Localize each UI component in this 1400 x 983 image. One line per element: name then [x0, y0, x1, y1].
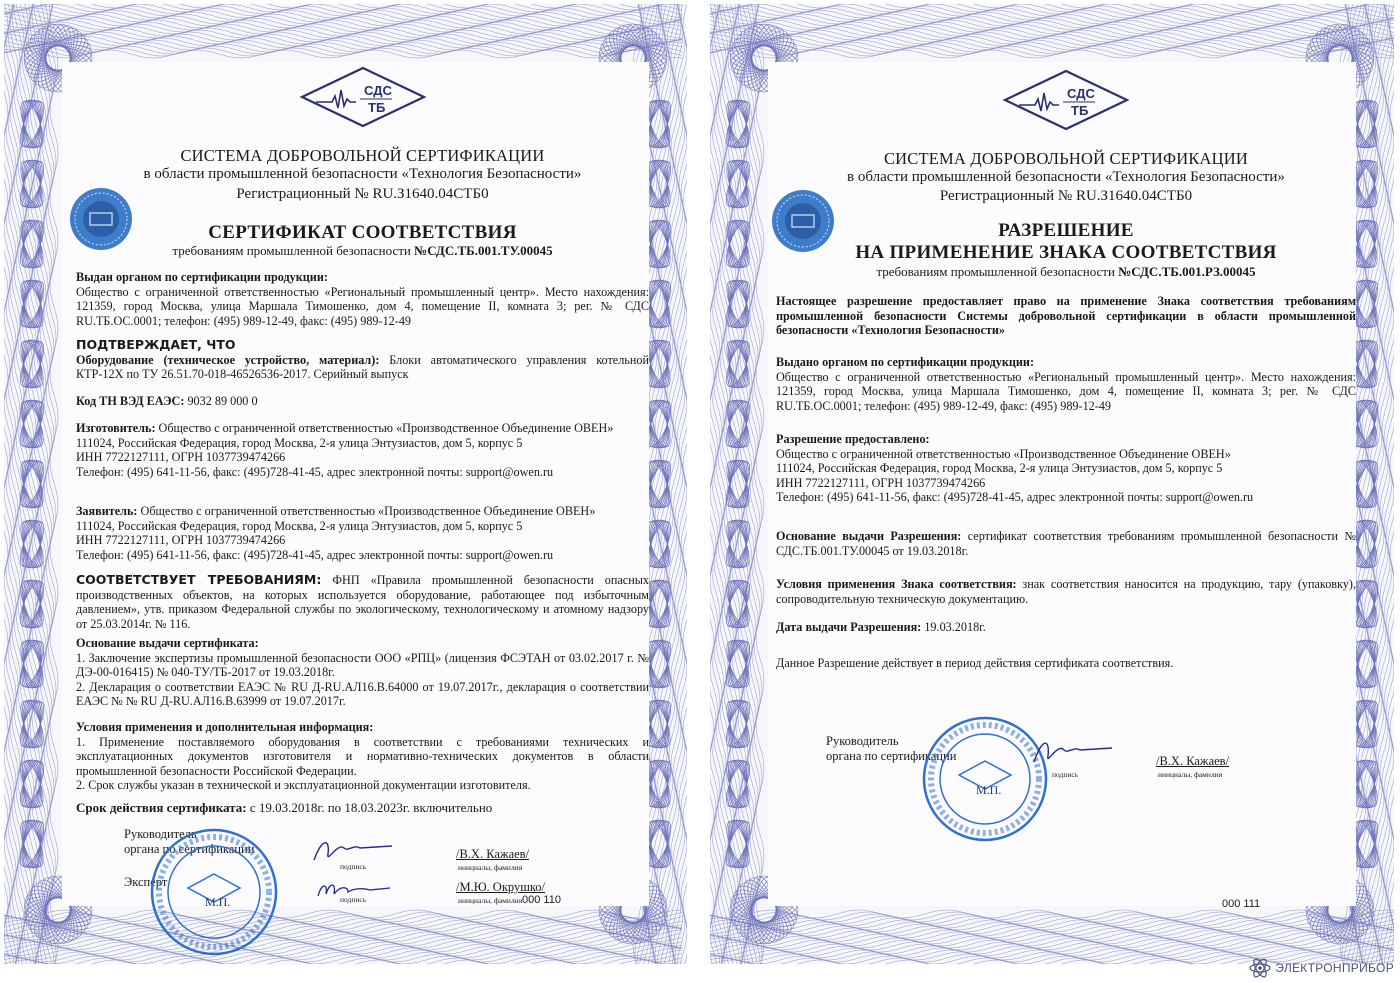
applicant-label: Заявитель: — [76, 504, 138, 518]
issue-date-block — [776, 620, 1356, 635]
logo-line1: СДС — [363, 83, 392, 98]
basis-text: сертификат соответствия требованиям промышленной безопасности № СДС.ТБ.001.ТУ.00045 от 19.03.2018г. — [776, 529, 1356, 558]
brand-name: ЭЛЕКТРОНПРИБОР — [1275, 961, 1394, 975]
stamp-mark: М.П. — [205, 895, 231, 909]
manufacturer-label: Изготовитель: — [76, 421, 156, 435]
applicant-ids: ИНН 7722127111, ОГРН 1037739474266 — [76, 533, 286, 548]
system-name: СИСТЕМА ДОБРОВОЛЬНОЙ СЕРТИФИКАЦИИ — [180, 146, 545, 165]
permission-sheet — [710, 4, 1394, 964]
manufacturer-block — [76, 421, 649, 479]
basis-block — [76, 636, 649, 709]
grantee-ids: ИНН 7722127111, ОГРН 1037739474266 — [776, 475, 986, 490]
grantee-label: Разрешение предоставлено: — [776, 432, 930, 446]
basis-item-1: 1. Заключение экспертизы промышленной безопасности ООО «РПЦ» (лицензия ФСЭТАН от 03.02.2017 г. № ДЭ-00-016415) № 040-ТУ/ТБ-2017 от 19.03.2018г. — [76, 650, 649, 680]
conditions-block — [76, 720, 649, 793]
expert-name-caption: инициалы, фамилия — [458, 896, 523, 905]
basis-label: Основание выдачи Разрешения: — [776, 529, 962, 543]
certificate-sheet — [4, 4, 687, 964]
applicant-name: Общество с ограниченной ответственностью «Производственное Объединение ОВЕН» — [140, 504, 596, 518]
certificate-title: СЕРТИФИКАТ СООТВЕТСТВИЯ — [208, 222, 517, 243]
basis-label: Основание выдачи сертификата: — [76, 636, 259, 650]
grantee-contacts: Телефон: (495) 641-11-56, факс: (495)728-41-45, адрес электронной почты: support@owen.ru — [776, 490, 1254, 505]
head-name: /В.Х. Кажаев/ — [456, 847, 530, 861]
conditions-item-2: 2. Срок службы указан в технической и эксплуатационной документации изготовителя. — [76, 778, 531, 793]
basis-block — [776, 529, 1356, 558]
grantee-name: Общество с ограниченной ответственностью «Производственное Объединение ОВЕН» — [776, 446, 1231, 461]
conditions-item-1: 1. Применение поставляемого оборудования в соответствии с требованиями технических и эксплуатационных документов изготовителя и нормативно-технических документов в области промышленной безопасности Российской Федерации. — [76, 734, 649, 778]
confirms-label: ПОДТВЕРЖДАЕТ, ЧТО — [76, 337, 236, 352]
compliance-block — [76, 573, 649, 631]
head-name: /В.Х. Кажаев/ — [1156, 754, 1230, 768]
intro-block — [776, 294, 1356, 338]
applicant-contacts: Телефон: (495) 641-11-56, факс: (495)728-41-45, адрес электронной почты: support@owen.ru — [76, 547, 554, 562]
conditions-label: Условия применения Знака соответствия: — [776, 577, 1017, 591]
equipment-text: Блоки автоматического управления котельной КТР-12Х по ТУ 26.51.70-018-46526536-2017. Серийный выпуск — [76, 352, 649, 382]
basis-item-2: 2. Декларация о соответствии ЕАЭС № RU Д-RU.АЛ16.В.64000 от 19.07.2017г., декларация о соответствии ЕАЭС № № RU Д-RU.АЛ16.В.63999 от 19.07.2017г. — [76, 679, 649, 709]
code-label: Код ТН ВЭД ЕАЭС: — [76, 394, 185, 408]
head-title-line2: органа по сертификации — [124, 842, 255, 856]
system-domain: в области промышленной безопасности «Технология Безопасности» — [847, 169, 1285, 185]
expert-signature-caption: подпись — [340, 895, 367, 904]
issuer-label: Выдан органом по сертификации продукции: — [76, 270, 328, 284]
manufacturer-ids: ИНН 7722127111, ОГРН 1037739474266 — [76, 450, 286, 465]
intro-text: Настоящее разрешение предоставляет право на применение Знака соответствия требованиям промышленной безопасности Системы добровольной сертификации в области промышленной безопасности «Технология Безопасности» — [776, 294, 1356, 338]
head-signature — [1028, 734, 1118, 768]
certificate-number: №СДС.ТБ.001.ТУ.00045 — [414, 243, 553, 258]
issuer-block — [76, 270, 649, 328]
conditions-block — [776, 577, 1356, 606]
logo-line2: ТБ — [367, 100, 385, 115]
issuer-label: Выдано органом по сертификации продукции: — [776, 355, 1035, 369]
head-title-line1: Руководитель — [124, 827, 197, 841]
manufacturer-name: Общество с ограниченной ответственностью «Производственное Объединение ОВЕН» — [158, 421, 614, 435]
stamp-mark: М.П. — [976, 783, 1002, 797]
issue-date-label: Дата выдачи Разрешения: — [776, 620, 922, 634]
form-serial: 000 110 — [522, 894, 561, 906]
permission-content — [776, 4, 1356, 964]
registration-number: Регистрационный № RU.З1640.04СТБ0 — [939, 188, 1193, 204]
permission-title-line2: НА ПРИМЕНЕНИЕ ЗНАКА СООТВЕТСТВИЯ — [855, 242, 1277, 263]
conditions-text: знак соответствия наносится на продукцию, тару (упаковку), сопроводительную техническую документацию. — [776, 577, 1356, 606]
confirms-block — [76, 338, 649, 382]
system-domain: в области промышленной безопасности «Технология Безопасности» — [143, 166, 582, 182]
code-value: 9032 89 000 0 — [187, 394, 258, 408]
logo-line2: ТБ — [1071, 103, 1089, 118]
grantee-address: 111024, Российская Федерация, город Москва, 2-я улица Энтузиастов, дом 5, корпус 5 — [776, 461, 1223, 476]
signature-caption: подпись — [340, 862, 367, 871]
logo-line1: СДС — [1067, 86, 1095, 101]
permission-title-line1: РАЗРЕШЕНИЕ — [998, 220, 1134, 241]
issuer-text: Общество с ограниченной ответственностью «Региональный промышленный центр». Место нахождения: 121359, город Москва, улица Маршала Тимошенко, дом 4, помещение II, комната 3; рег. № СДС RU.ТБ.ОС.0001; телефон: (495) 989-12-49, факс: (495) 989-12-49 — [776, 369, 1356, 413]
compliance-label: СООТВЕТСТВУЕТ ТРЕБОВАНИЯМ: — [76, 572, 322, 587]
validity-block — [76, 801, 649, 816]
head-title-line1: Руководитель — [826, 734, 899, 748]
compliance-text: ФНП «Правила промышленной безопасности опасных производственных объектов, на которых используется оборудование, работающее под избыточным давлением», утв. приказом Федеральной службы по экологическому, технологическому и атомному надзору от 25.03.2014г. № 116. — [76, 573, 649, 631]
grantee-block — [776, 432, 1356, 505]
registration-number: Регистрационный № RU.З1640.04СТБ0 — [236, 186, 489, 202]
manufacturer-address: 111024, Российская Федерация, город Москва, 2-я улица Энтузиастов, дом 5, корпус 5 — [76, 435, 523, 450]
name-caption: инициалы, фамилия — [458, 863, 523, 872]
round-stamp — [148, 826, 280, 958]
certificate-subtitle — [76, 243, 649, 259]
sds-tb-logo — [1001, 69, 1131, 131]
issue-date-value: 19.03.2018г. — [924, 620, 986, 634]
issuer-text: Общество с ограниченной ответственностью «Региональный промышленный центр». Место нахождения: 121359, город Москва, улица Маршала Тимошенко, дом 4, помещение II, комната 3; рег. № СДС RU.ТБ.ОС.0001; телефон: (495) 989-12-49, факс: (495) 989-12-49 — [76, 284, 649, 328]
conditions-label: Условия применения и дополнительная информация: — [76, 720, 374, 734]
atom-icon — [1249, 957, 1271, 979]
form-serial: 000 111 — [1222, 898, 1261, 910]
subtitle-prefix: требованиям промышленной безопасности — [876, 264, 1115, 279]
issuer-block — [776, 355, 1356, 413]
sds-tb-logo — [298, 66, 428, 128]
electronpribor-watermark — [1249, 957, 1394, 979]
head-title-line2: органа по сертификации — [826, 749, 957, 763]
manufacturer-contacts: Телефон: (495) 641-11-56, факс: (495)728-41-45, адрес электронной почты: support@owen.ru — [76, 464, 554, 479]
applicant-address: 111024, Российская Федерация, город Москва, 2-я улица Энтузиастов, дом 5, корпус 5 — [76, 518, 523, 533]
system-name: СИСТЕМА ДОБРОВОЛЬНОЙ СЕРТИФИКАЦИИ — [883, 149, 1249, 168]
validity-text: Данное Разрешение действует в период действия сертификата соответствия. — [776, 656, 1174, 670]
name-caption: инициалы, фамилия — [1158, 770, 1223, 779]
permission-number: №СДС.ТБ.001.РЗ.00045 — [1118, 264, 1256, 279]
subtitle-prefix: требованиям промышленной безопасности — [172, 243, 411, 258]
code-block — [76, 394, 649, 409]
permission-subtitle — [776, 264, 1356, 280]
equipment-label: Оборудование (техническое устройство, материал): — [76, 352, 380, 367]
expert-name: /М.Ю. Окрушко/ — [456, 880, 546, 894]
validity-label: Срок действия сертификата: — [76, 800, 247, 815]
signature-caption: подпись — [1052, 770, 1079, 779]
applicant-block — [76, 504, 649, 562]
certificate-content — [76, 4, 649, 964]
validity-text: с 19.03.2018г. по 18.03.2023г. включительно — [249, 800, 493, 815]
expert-title: Эксперт — [124, 875, 168, 889]
